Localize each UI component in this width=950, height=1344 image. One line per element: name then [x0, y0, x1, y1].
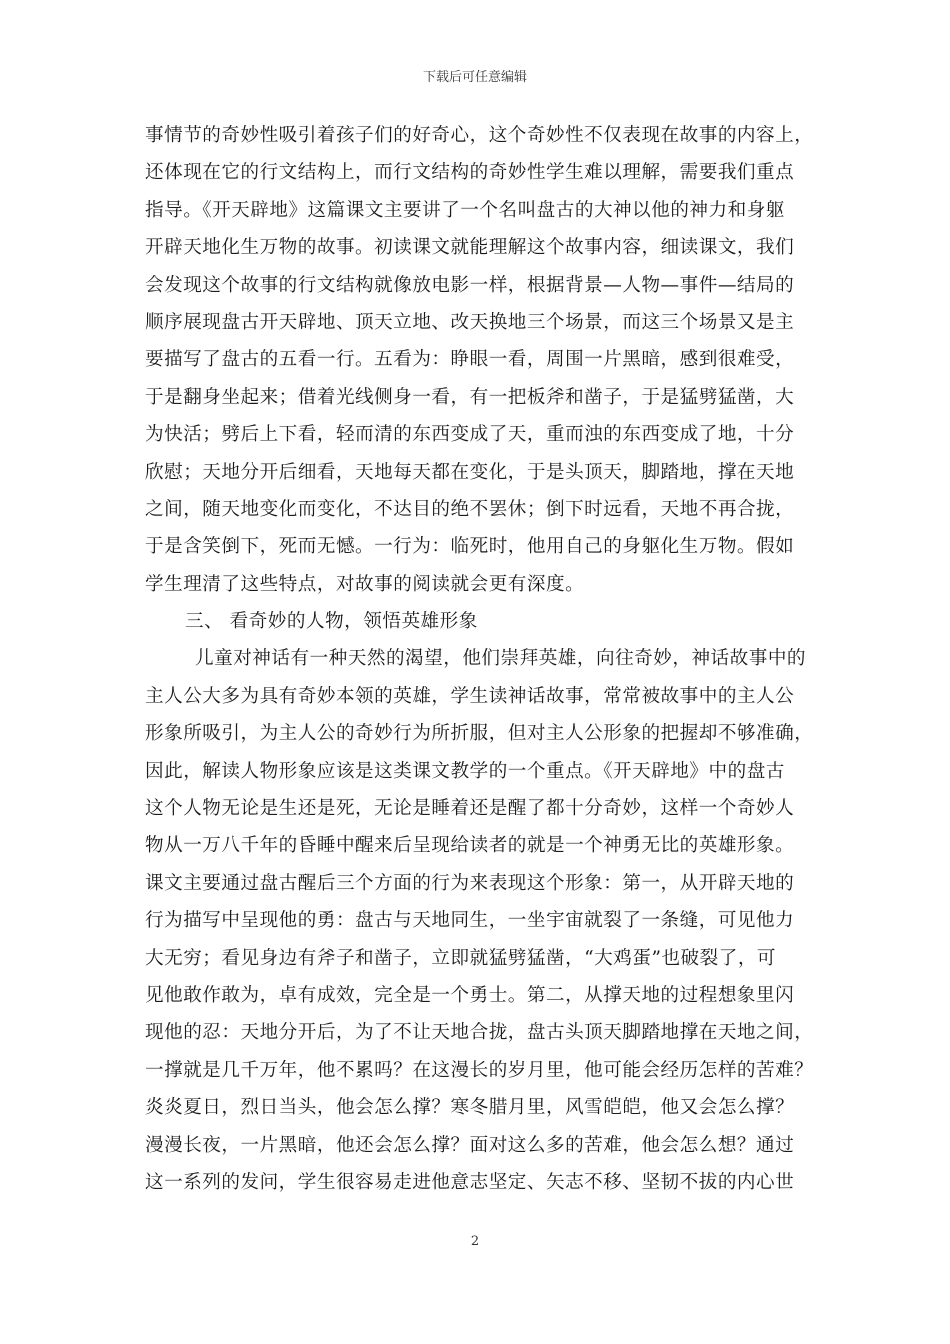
text-line: 儿童对神话有一种天然的渴望，他们崇拜英雄，向往奇妙，神话故事中的 — [195, 648, 807, 670]
text-line: 形象所吸引，为主人公的奇妙行为所折服，但对主人公形象的把握却不够准确， — [145, 723, 814, 745]
text-line: 这一系列的发问，学生很容易走进他意志坚定、矢志不移、坚韧不拔的内心世 — [145, 1171, 795, 1193]
text-line: 顺序展现盘古开天辟地、顶天立地、改天换地三个场景，而这三个场景又是主 — [145, 311, 795, 333]
text-line: 事情节的奇妙性吸引着孩子们的好奇心，这个奇妙性不仅表现在故事的内容上， — [145, 125, 814, 146]
document-body — [145, 117, 825, 1201]
text-line: 大无穷；看见身边有斧子和凿子，立即就猛劈猛凿，“大鸡蛋”也破裂了，可 — [145, 947, 777, 969]
text-line: 课文主要通过盘古醒后三个方面的行为来表现这个形象：第一，从开辟天地的 — [145, 872, 795, 894]
text-line: 开辟天地化生万物的故事。初读课文就能理解这个故事内容，细读课文，我们 — [145, 237, 795, 259]
text-line: 于是含笑倒下，死而无憾。一行为：临死时，他用自己的身躯化生万物。假如 — [145, 536, 795, 558]
section-heading: 三、 看奇妙的人物，领悟英雄形象 — [185, 611, 478, 633]
text-line: 学生理清了这些特点，对故事的阅读就会更有深度。 — [145, 573, 585, 595]
page-number: 2 — [470, 1234, 480, 1249]
text-line: 一撑就是几千万年，他不累吗？在这漫长的岁月里，他可能会经历怎样的苦难？ — [145, 1059, 814, 1081]
text-line: 会发现这个故事的行文结构就像放电影一样，根据背景—人物—事件—结局的 — [145, 274, 795, 296]
text-line: 见他敢作敢为，卓有成效，完全是一个勇士。第二，从撑天地的过程想象里闪 — [145, 984, 795, 1006]
text-line: 因此，解读人物形象应该是这类课文教学的一个重点。《开天辟地》中的盘古 — [145, 760, 785, 782]
text-line: 指导。《开天辟地》这篇课文主要讲了一个名叫盘古的大神以他的神力和身躯 — [145, 199, 785, 221]
text-line: 物从一万八千年的昏睡中醒来后呈现给读者的就是一个神勇无比的英雄形象。 — [145, 835, 795, 857]
text-line: 行为描写中呈现他的勇：盘古与天地同生，一坐宇宙就裂了一条缝，可见他力 — [145, 910, 795, 932]
text-line: 于是翻身坐起来；借着光线侧身一看，有一把板斧和凿子，于是猛劈猛凿，大 — [145, 386, 795, 408]
text-line: 要描写了盘古的五看一行。五看为：睁眼一看，周围一片黑暗，感到很难受， — [145, 349, 795, 371]
text-line: 之间，随天地变化而变化，不达目的绝不罢休；倒下时远看，天地不再合拢， — [145, 498, 795, 520]
text-line: 这个人物无论是生还是死，无论是睡着还是醒了都十分奇妙，这样一个奇妙人 — [145, 798, 795, 820]
text-line: 还体现在它的行文结构上，而行文结构的奇妙性学生难以理解，需要我们重点 — [145, 162, 795, 184]
text-line: 炎炎夏日，烈日当头，他会怎么撑？寒冬腊月里，风雪皑皑，他又会怎么撑？ — [145, 1097, 795, 1119]
text-line: 欣慰；天地分开后细看，天地每天都在变化，于是头顶天，脚踏地，撑在天地 — [145, 461, 795, 483]
text-line: 现他的忍：天地分开后，为了不让天地合拢，盘古头顶天脚踏地撑在天地之间， — [145, 1022, 814, 1044]
text-line: 漫漫长夜，一片黑暗，他还会怎么撑？面对这么多的苦难，他会怎么想？通过 — [145, 1134, 795, 1156]
text-line: 为快活；劈后上下看，轻而清的东西变成了天，重而浊的东西变成了地，十分 — [145, 424, 795, 446]
text-line: 主人公大多为具有奇妙本领的英雄，学生读神话故事，常常被故事中的主人公 — [145, 685, 795, 707]
page-header: 下载后可任意编辑 — [422, 70, 527, 85]
